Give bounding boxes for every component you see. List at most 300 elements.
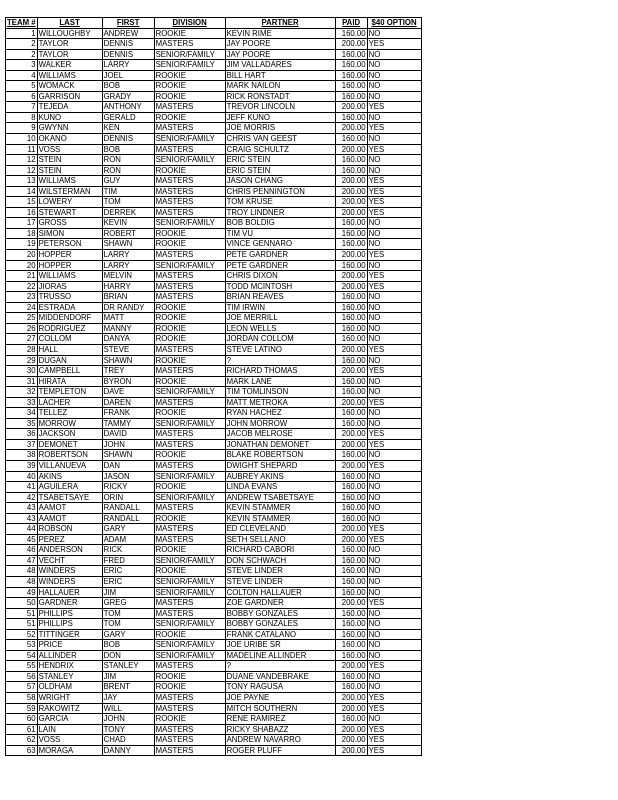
first-name-cell: GUY [102, 176, 154, 187]
team-cell: 51 [6, 619, 38, 630]
table-row [6, 176, 422, 187]
option-cell: NO [367, 482, 421, 493]
table-row [6, 239, 422, 250]
team-cell: 18 [6, 228, 38, 239]
partner-cell: JAY POORE [225, 39, 335, 50]
last-name-cell: COLLOM [37, 334, 102, 345]
first-name-cell: GRADY [102, 91, 154, 102]
last-name-cell: OLDHAM [37, 682, 102, 693]
paid-cell: 200.00 [335, 123, 367, 134]
option-cell: NO [367, 492, 421, 503]
paid-cell: 160.00 [335, 513, 367, 524]
division-cell: ROOKIE [154, 513, 225, 524]
table-row [6, 661, 422, 672]
first-name-cell: ADAM [102, 534, 154, 545]
option-cell: YES [367, 460, 421, 471]
last-name-cell: AGUILERA [37, 482, 102, 493]
partner-cell: RICHARD CABORI [225, 545, 335, 556]
option-cell: YES [367, 429, 421, 440]
team-cell: 8 [6, 112, 38, 123]
partner-cell: VINCE GENNARO [225, 239, 335, 250]
option-cell: NO [367, 418, 421, 429]
paid-cell: 160.00 [335, 471, 367, 482]
team-cell: 15 [6, 197, 38, 208]
last-name-cell: PHILLIPS [37, 619, 102, 630]
team-cell: 63 [6, 745, 38, 756]
team-cell: 17 [6, 218, 38, 229]
division-cell: MASTERS [154, 429, 225, 440]
table-row [6, 260, 422, 271]
last-name-cell: STEIN [37, 155, 102, 166]
paid-cell: 160.00 [335, 134, 367, 145]
division-cell: ROOKIE [154, 355, 225, 366]
first-name-cell: JIM [102, 587, 154, 598]
division-cell: ROOKIE [154, 28, 225, 39]
table-row [6, 745, 422, 756]
partner-cell: TOM KRUSE [225, 197, 335, 208]
partner-cell: TONY RAGUSA [225, 682, 335, 693]
first-name-cell: DAREN [102, 397, 154, 408]
paid-cell: 160.00 [335, 112, 367, 123]
last-name-cell: WINDERS [37, 576, 102, 587]
paid-cell: 200.00 [335, 703, 367, 714]
option-cell: NO [367, 292, 421, 303]
first-name-cell: FRED [102, 555, 154, 566]
division-cell: ROOKIE [154, 323, 225, 334]
table-row [6, 165, 422, 176]
table-row [6, 482, 422, 493]
division-cell: ROOKIE [154, 629, 225, 640]
division-cell: SENIOR/FAMILY [154, 640, 225, 651]
team-cell: 35 [6, 418, 38, 429]
partner-cell: PETE GARDNER [225, 260, 335, 271]
paid-cell: 160.00 [335, 155, 367, 166]
partner-cell: MARK LANE [225, 376, 335, 387]
first-name-cell: WILL [102, 703, 154, 714]
table-row [6, 640, 422, 651]
team-cell: 37 [6, 439, 38, 450]
table-row [6, 492, 422, 503]
table-row [6, 534, 422, 545]
partner-cell: BOBBY GONZALES [225, 608, 335, 619]
division-cell: ROOKIE [154, 70, 225, 81]
first-name-cell: ERIC [102, 566, 154, 577]
option-cell: NO [367, 608, 421, 619]
team-cell: 21 [6, 271, 38, 282]
paid-cell: 200.00 [335, 397, 367, 408]
table-row [6, 471, 422, 482]
roster-body [6, 28, 422, 756]
paid-cell: 160.00 [335, 49, 367, 60]
team-cell: 48 [6, 566, 38, 577]
last-name-cell: MORROW [37, 418, 102, 429]
partner-cell: JORDAN COLLOM [225, 334, 335, 345]
last-name-cell: ESTRADA [37, 302, 102, 313]
option-cell: NO [367, 513, 421, 524]
option-cell: NO [367, 671, 421, 682]
partner-cell: DON SCHWACH [225, 555, 335, 566]
division-cell: ROOKIE [154, 376, 225, 387]
partner-cell: KEVIN STAMMER [225, 503, 335, 514]
team-cell: 59 [6, 703, 38, 714]
first-name-cell: GARY [102, 629, 154, 640]
table-row [6, 366, 422, 377]
table-row [6, 629, 422, 640]
team-cell: 36 [6, 429, 38, 440]
option-cell: NO [367, 576, 421, 587]
option-cell: NO [367, 334, 421, 345]
division-cell: MASTERS [154, 144, 225, 155]
option-cell: YES [367, 344, 421, 355]
first-name-cell: JOHN [102, 714, 154, 725]
team-cell: 4 [6, 70, 38, 81]
table-row [6, 281, 422, 292]
paid-cell: 200.00 [335, 39, 367, 50]
partner-cell: RYAN HACHEZ [225, 408, 335, 419]
partner-cell: COLTON HALLAUER [225, 587, 335, 598]
table-row [6, 650, 422, 661]
division-cell: SENIOR/FAMILY [154, 418, 225, 429]
option-cell: YES [367, 123, 421, 134]
first-name-cell: DANNY [102, 745, 154, 756]
division-cell: ROOKIE [154, 682, 225, 693]
table-row [6, 292, 422, 303]
option-cell: NO [367, 376, 421, 387]
table-row [6, 28, 422, 39]
option-cell: NO [367, 629, 421, 640]
paid-cell: 160.00 [335, 260, 367, 271]
last-name-cell: WRIGHT [37, 693, 102, 704]
paid-cell: 160.00 [335, 587, 367, 598]
partner-cell: JAY POORE [225, 49, 335, 60]
table-row [6, 608, 422, 619]
division-cell: ROOKIE [154, 334, 225, 345]
division-cell: SENIOR/FAMILY [154, 49, 225, 60]
paid-cell: 160.00 [335, 81, 367, 92]
first-name-cell: SHAWN [102, 450, 154, 461]
division-cell: MASTERS [154, 281, 225, 292]
option-cell: NO [367, 566, 421, 577]
option-cell: NO [367, 134, 421, 145]
header-row [6, 18, 422, 29]
option-cell: YES [367, 598, 421, 609]
paid-cell: 200.00 [335, 186, 367, 197]
last-name-cell: DUGAN [37, 355, 102, 366]
table-row [6, 397, 422, 408]
division-cell: MASTERS [154, 745, 225, 756]
paid-cell: 200.00 [335, 366, 367, 377]
table-row [6, 693, 422, 704]
partner-cell: FRANK CATALANO [225, 629, 335, 640]
partner-cell: JACOB MELROSE [225, 429, 335, 440]
team-cell: 43 [6, 503, 38, 514]
last-name-cell: ANDERSON [37, 545, 102, 556]
team-cell: 30 [6, 366, 38, 377]
team-cell: 5 [6, 81, 38, 92]
option-cell: YES [367, 439, 421, 450]
paid-cell: 200.00 [335, 197, 367, 208]
table-row [6, 186, 422, 197]
last-name-cell: STEWART [37, 207, 102, 218]
col-header-last: LAST [37, 18, 102, 29]
last-name-cell: TRUSSO [37, 292, 102, 303]
paid-cell: 160.00 [335, 619, 367, 630]
first-name-cell: KEVIN [102, 218, 154, 229]
team-cell: 3 [6, 60, 38, 71]
first-name-cell: TIM [102, 186, 154, 197]
last-name-cell: HALLAUER [37, 587, 102, 598]
division-cell: ROOKIE [154, 566, 225, 577]
last-name-cell: PHILLIPS [37, 608, 102, 619]
paid-cell: 160.00 [335, 408, 367, 419]
paid-cell: 200.00 [335, 176, 367, 187]
table-row [6, 671, 422, 682]
last-name-cell: RAKOWITZ [37, 703, 102, 714]
option-cell: NO [367, 239, 421, 250]
option-cell: YES [367, 250, 421, 261]
partner-cell: RICHARD THOMAS [225, 366, 335, 377]
table-row [6, 271, 422, 282]
first-name-cell: SHAWN [102, 239, 154, 250]
option-cell: NO [367, 355, 421, 366]
first-name-cell: RON [102, 165, 154, 176]
option-cell: NO [367, 714, 421, 725]
partner-cell: KEVIN RIME [225, 28, 335, 39]
table-row [6, 112, 422, 123]
team-cell: 57 [6, 682, 38, 693]
table-row [6, 460, 422, 471]
last-name-cell: DEMONET [37, 439, 102, 450]
partner-cell: ERIC STEIN [225, 165, 335, 176]
option-cell: NO [367, 165, 421, 176]
paid-cell: 160.00 [335, 28, 367, 39]
team-cell: 43 [6, 513, 38, 524]
team-cell: 58 [6, 693, 38, 704]
paid-cell: 160.00 [335, 640, 367, 651]
last-name-cell: WILLIAMS [37, 176, 102, 187]
partner-cell: ERIC STEIN [225, 155, 335, 166]
option-cell: NO [367, 228, 421, 239]
division-cell: SENIOR/FAMILY [154, 576, 225, 587]
division-cell: MASTERS [154, 344, 225, 355]
division-cell: ROOKIE [154, 313, 225, 324]
option-cell: NO [367, 49, 421, 60]
division-cell: MASTERS [154, 439, 225, 450]
paid-cell: 160.00 [335, 91, 367, 102]
first-name-cell: HARRY [102, 281, 154, 292]
team-cell: 33 [6, 397, 38, 408]
division-cell: MASTERS [154, 292, 225, 303]
option-cell: YES [367, 397, 421, 408]
option-cell: NO [367, 471, 421, 482]
team-cell: 7 [6, 102, 38, 113]
team-cell: 11 [6, 144, 38, 155]
paid-cell: 160.00 [335, 555, 367, 566]
paid-cell: 200.00 [335, 735, 367, 746]
option-cell: YES [367, 186, 421, 197]
first-name-cell: MELVIN [102, 271, 154, 282]
division-cell: SENIOR/FAMILY [154, 60, 225, 71]
last-name-cell: TAYLOR [37, 39, 102, 50]
team-cell: 20 [6, 260, 38, 271]
first-name-cell: FRANK [102, 408, 154, 419]
first-name-cell: LARRY [102, 60, 154, 71]
team-cell: 12 [6, 165, 38, 176]
first-name-cell: DON [102, 650, 154, 661]
division-cell: SENIOR/FAMILY [154, 492, 225, 503]
team-cell: 61 [6, 724, 38, 735]
division-cell: MASTERS [154, 503, 225, 514]
division-cell: MASTERS [154, 724, 225, 735]
paid-cell: 200.00 [335, 439, 367, 450]
division-cell: MASTERS [154, 397, 225, 408]
option-cell: YES [367, 524, 421, 535]
paid-cell: 160.00 [335, 450, 367, 461]
table-row [6, 714, 422, 725]
first-name-cell: GREG [102, 598, 154, 609]
first-name-cell: STEVE [102, 344, 154, 355]
partner-cell: TREVOR LINCOLN [225, 102, 335, 113]
last-name-cell: VOSS [37, 735, 102, 746]
paid-cell: 160.00 [335, 239, 367, 250]
last-name-cell: ALLINDER [37, 650, 102, 661]
last-name-cell: SIMON [37, 228, 102, 239]
team-cell: 48 [6, 576, 38, 587]
last-name-cell: PETERSON [37, 239, 102, 250]
last-name-cell: HOPPER [37, 250, 102, 261]
table-row [6, 123, 422, 134]
partner-cell: STEVE LINDER [225, 566, 335, 577]
last-name-cell: TEMPLETON [37, 387, 102, 398]
paid-cell: 160.00 [335, 682, 367, 693]
paid-cell: 200.00 [335, 534, 367, 545]
team-cell: 40 [6, 471, 38, 482]
division-cell: MASTERS [154, 197, 225, 208]
first-name-cell: STANLEY [102, 661, 154, 672]
division-cell: MASTERS [154, 460, 225, 471]
paid-cell: 200.00 [335, 207, 367, 218]
first-name-cell: JOHN [102, 439, 154, 450]
table-row [6, 376, 422, 387]
col-header-division: DIVISION [154, 18, 225, 29]
last-name-cell: RODRIGUEZ [37, 323, 102, 334]
division-cell: SENIOR/FAMILY [154, 134, 225, 145]
last-name-cell: JACKSON [37, 429, 102, 440]
team-cell: 41 [6, 482, 38, 493]
option-cell: NO [367, 302, 421, 313]
last-name-cell: KUNO [37, 112, 102, 123]
table-row [6, 703, 422, 714]
paid-cell: 160.00 [335, 376, 367, 387]
partner-cell: ZOE GARDNER [225, 598, 335, 609]
option-cell: YES [367, 144, 421, 155]
option-cell: NO [367, 60, 421, 71]
first-name-cell: RICKY [102, 482, 154, 493]
partner-cell: JOE MORRIS [225, 123, 335, 134]
first-name-cell: DENNIS [102, 39, 154, 50]
partner-cell: BLAKE ROBERTSON [225, 450, 335, 461]
table-row [6, 70, 422, 81]
last-name-cell: LAIN [37, 724, 102, 735]
option-cell: NO [367, 387, 421, 398]
last-name-cell: TELLEZ [37, 408, 102, 419]
partner-cell: MARK NAILON [225, 81, 335, 92]
paid-cell: 160.00 [335, 70, 367, 81]
partner-cell: JOE URIBE SR [225, 640, 335, 651]
first-name-cell: ERIC [102, 576, 154, 587]
partner-cell: ED CLEVELAND [225, 524, 335, 535]
division-cell: SENIOR/FAMILY [154, 619, 225, 630]
partner-cell: JONATHAN DEMONET [225, 439, 335, 450]
last-name-cell: HOPPER [37, 260, 102, 271]
first-name-cell: JASON [102, 471, 154, 482]
paid-cell: 200.00 [335, 429, 367, 440]
paid-cell: 160.00 [335, 545, 367, 556]
division-cell: MASTERS [154, 102, 225, 113]
partner-cell: TIM TOMLINSON [225, 387, 335, 398]
division-cell: MASTERS [154, 735, 225, 746]
paid-cell: 160.00 [335, 228, 367, 239]
last-name-cell: WILLIAMS [37, 271, 102, 282]
division-cell: MASTERS [154, 186, 225, 197]
division-cell: MASTERS [154, 524, 225, 535]
last-name-cell: TEJEDA [37, 102, 102, 113]
option-cell: YES [367, 703, 421, 714]
partner-cell: BOB BOLDIG [225, 218, 335, 229]
option-cell: YES [367, 207, 421, 218]
table-row [6, 598, 422, 609]
last-name-cell: MORAGA [37, 745, 102, 756]
team-cell: 49 [6, 587, 38, 598]
division-cell: MASTERS [154, 176, 225, 187]
option-cell: NO [367, 503, 421, 514]
first-name-cell: LARRY [102, 250, 154, 261]
team-cell: 50 [6, 598, 38, 609]
division-cell: ROOKIE [154, 450, 225, 461]
option-cell: NO [367, 218, 421, 229]
partner-cell: JEFF KUNO [225, 112, 335, 123]
division-cell: SENIOR/FAMILY [154, 260, 225, 271]
option-cell: NO [367, 545, 421, 556]
last-name-cell: TITTINGER [37, 629, 102, 640]
table-row [6, 408, 422, 419]
team-cell: 47 [6, 555, 38, 566]
partner-cell: RICKY SHABAZZ [225, 724, 335, 735]
partner-cell: TIM VU [225, 228, 335, 239]
first-name-cell: DANYA [102, 334, 154, 345]
table-row [6, 197, 422, 208]
team-cell: 25 [6, 313, 38, 324]
division-cell: MASTERS [154, 250, 225, 261]
division-cell: MASTERS [154, 123, 225, 134]
partner-cell: AUBREY AKINS [225, 471, 335, 482]
paid-cell: 160.00 [335, 503, 367, 514]
partner-cell: ANDREW TSABETSAYE [225, 492, 335, 503]
last-name-cell: PEREZ [37, 534, 102, 545]
option-cell: NO [367, 28, 421, 39]
division-cell: ROOKIE [154, 671, 225, 682]
first-name-cell: ORIN [102, 492, 154, 503]
partner-cell: TODD MCINTOSH [225, 281, 335, 292]
first-name-cell: TOM [102, 619, 154, 630]
col-header-partner: PARTNER [225, 18, 335, 29]
first-name-cell: TREY [102, 366, 154, 377]
first-name-cell: GARY [102, 524, 154, 535]
last-name-cell: PRICE [37, 640, 102, 651]
first-name-cell: JIM [102, 671, 154, 682]
paid-cell: 160.00 [335, 323, 367, 334]
division-cell: ROOKIE [154, 81, 225, 92]
